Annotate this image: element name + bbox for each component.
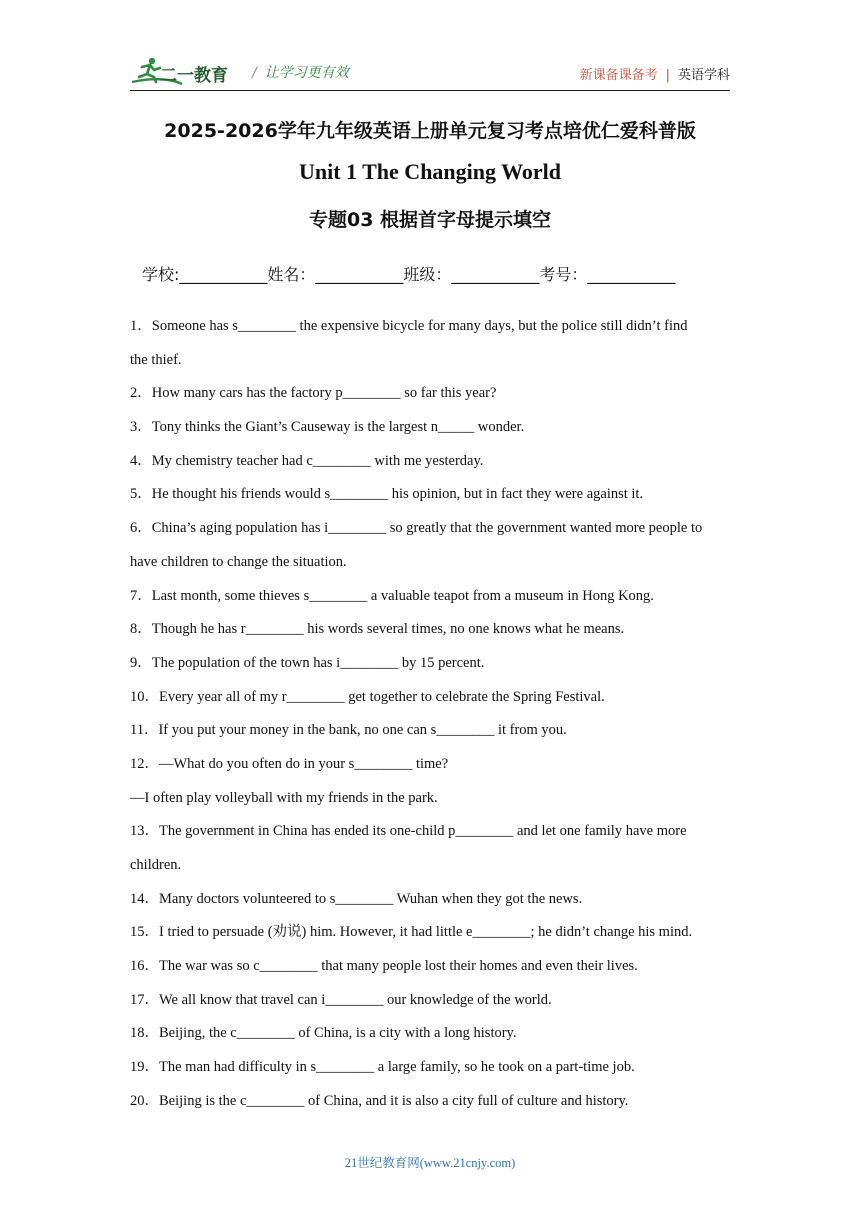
question-list (130, 310, 735, 1119)
student-info-line: 学校:___________姓名：___________班级：___________考号：___________ (142, 265, 676, 284)
question-line: 14．Many doctors volunteered to s________ Wuhan when they got the news. (130, 890, 583, 907)
question-line: 12．—What do you often do in your s________ time? (130, 755, 449, 772)
question-line: 16．The war was so c________ that many people lost their homes and even their lives. (130, 958, 638, 975)
page-header (130, 52, 730, 92)
brand-logo (130, 56, 242, 88)
question-line: 20．Beijing is the c________ of China, and it is also a city full of culture and history. (130, 1092, 629, 1109)
question-line: 19．The man had difficulty in s________ a large family, so he took on a part-time job. (130, 1059, 635, 1076)
header-course-label: 新课备课备考 (579, 68, 658, 83)
topic-title: 专题03 根据首字母提示填空 (308, 209, 552, 231)
question-line: the thief. (130, 351, 182, 368)
header-separator: | (665, 68, 670, 83)
question-line: 18．Beijing, the c________ of China, is a city with a long history. (130, 1025, 517, 1042)
question-line: children. (130, 857, 182, 873)
unit-title: Unit 1 The Changing World (298, 159, 562, 184)
question-line: 1．Someone has s________ the expensive bicycle for many days, but the police still didn’t find (130, 318, 688, 334)
question-line: 5．He thought his friends would s________ his opinion, but in fact they were against it. (130, 486, 644, 503)
question-line: 13．The government in China has ended its one-child p________ and let one family have more (130, 823, 687, 840)
question-line: —I often play volleyball with my friends in the park. (130, 789, 438, 806)
question-line: 6．China’s aging population has i________ so greatly that the government wanted more people to (130, 520, 703, 537)
question-line: have children to change the situation. (130, 553, 347, 570)
question-line: 11．If you put your money in the bank, no one can s________ it from you. (130, 722, 567, 739)
page-title: 2025-2026学年九年级英语上册单元复习考点培优仁爱科普版 (164, 120, 696, 142)
question-line: 8．Though he has r________ his words several times, no one knows what he means. (130, 621, 625, 638)
question-line: 7．Last month, some thieves s________ a valuable teapot from a museum in Hong Kong. (130, 587, 654, 604)
question-line: 2．How many cars has the factory p________ so far this year? (130, 385, 497, 402)
question-line: 15．I tried to persuade (劝说) him. However, it had little e________; he didn’t change his mind. (130, 924, 693, 941)
slogan (252, 62, 349, 82)
header-subject-label: 英语学科 (677, 68, 730, 83)
question-line: 4．My chemistry teacher had c________ with me yesterday. (130, 452, 484, 469)
header-divider (130, 90, 730, 91)
question-line: 9．The population of the town has i________ by 15 percent. (130, 654, 485, 671)
logo-text: 二一教育 (160, 66, 228, 86)
slogan-text: 让学习更有效 (264, 65, 349, 81)
header-subject (580, 64, 730, 83)
running-figure-icon (130, 56, 242, 88)
question-line: 10．Every year all of my r________ get together to celebrate the Spring Festival. (130, 688, 605, 705)
question-line: 3．Tony thinks the Giant’s Causeway is the largest n_____ wonder. (130, 419, 525, 436)
page-footer: 21世纪教育网(www.21cnjy.com) (344, 1156, 516, 1170)
slogan-slash: / (252, 65, 257, 81)
question-line: 17．We all know that travel can i________ our knowledge of the world. (130, 991, 552, 1008)
